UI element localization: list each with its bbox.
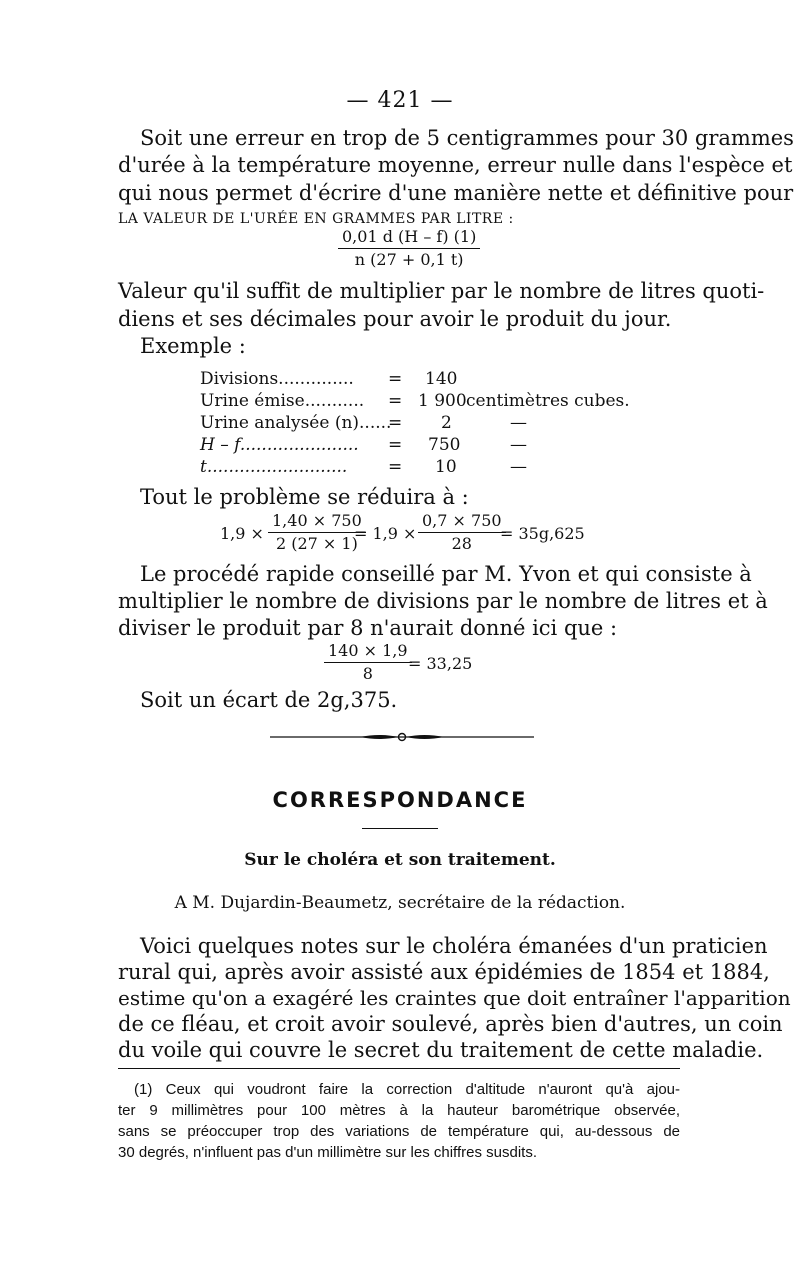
ornament-divider [270, 730, 534, 744]
formula2-mid: = 1,9 × [354, 524, 417, 543]
footnote-line2: ter 9 millimètres pour 100 mètres à la hauteur barométrique observée, [118, 1102, 680, 1119]
example-row-value: 140 [425, 369, 458, 389]
formula3-result: = 33,25 [408, 654, 473, 673]
example-row-unit: — [510, 435, 527, 455]
example-row-value: 750 [428, 435, 461, 455]
example-row-eq: = [388, 369, 403, 389]
example-row-value: 1 900 [418, 391, 467, 411]
formula3-fraction [324, 642, 412, 683]
formula2-prefix: 1,9 × [220, 524, 264, 543]
paragraph4-line1: Voici quelques notes sur le choléra émanées d'un praticien [140, 934, 768, 958]
footnote-line4: 30 degrés, n'influent pas d'un millimètre sur les chiffres susdits. [118, 1144, 537, 1161]
paragraph4-line3: estime qu'on a exagéré les craintes que doit entraîner l'apparition [118, 986, 791, 1010]
example-row-eq: = [388, 457, 403, 477]
paragraph2-line2: diens et ses décimales pour avoir le produit du jour. [118, 307, 672, 331]
formula2-fraction2-numerator: 0,7 × 750 [418, 512, 506, 533]
example-row-value: 2 [441, 413, 452, 433]
paragraph3-line1: Le procédé rapide conseillé par M. Yvon et qui consiste à [140, 562, 752, 586]
example-row-unit: centimètres cubes. [466, 391, 630, 411]
title-underline [362, 828, 438, 829]
example-label: Exemple : [140, 334, 246, 358]
subtitle: Sur le choléra et son traitement. [244, 850, 556, 870]
formula2-result: = 35g,625 [500, 524, 585, 543]
formula2-fraction1-numerator: 1,40 × 750 [268, 512, 366, 533]
example-row-unit: — [510, 457, 527, 477]
page-number: — 421 — [346, 88, 454, 113]
formula-urea [338, 228, 480, 269]
footnote-separator [118, 1068, 680, 1069]
example-row-unit: — [510, 413, 527, 433]
paragraph3-line3: diviser le produit par 8 n'aurait donné ici que : [118, 616, 618, 640]
formula-urea-denominator: n (27 + 0,1 t) [354, 250, 464, 269]
formula3-denominator: 8 [362, 664, 373, 683]
footnote-line3: sans se préoccuper trop des variations de température qui, au-dessous de [118, 1123, 680, 1140]
paragraph4-line5: du voile qui couvre le secret du traitement de cette maladie. [118, 1038, 764, 1062]
paragraph4-line2: rural qui, après avoir assisté aux épidémies de 1854 et 1884, [118, 960, 770, 984]
paragraph1-line2: d'urée à la température moyenne, erreur nulle dans l'espèce et [118, 153, 793, 177]
formula-urea-numerator: 0,01 d (H – f) (1) [338, 228, 480, 249]
paragraph1-line3: qui nous permet d'écrire d'une manière nette et définitive pour [118, 181, 794, 205]
addressee: A M. Dujardin-Beaumetz, secrétaire de la rédaction. [174, 893, 626, 913]
example-row-eq: = [388, 391, 403, 411]
footnote-line1: (1) Ceux qui voudront faire la correction d'altitude n'auront qu'à ajou- [134, 1081, 680, 1098]
example-row-label: Urine analysée (n)...... [200, 413, 392, 433]
example-row-label: t.......................... [200, 457, 348, 477]
formula2-fraction2-denominator: 28 [451, 534, 472, 553]
ecart-line: Soit un écart de 2g,375. [140, 688, 398, 712]
example-row-eq: = [388, 413, 403, 433]
paragraph3-line2: multiplier le nombre de divisions par le nombre de litres et à [118, 589, 768, 613]
formula3-numerator: 140 × 1,9 [324, 642, 412, 663]
paragraph2-line1: Valeur qu'il suffit de multiplier par le nombre de litres quoti- [118, 279, 765, 303]
section-title: CORRESPONDANCE [272, 788, 528, 812]
formula2-fraction2 [418, 512, 506, 553]
example-row-label: H – f...................... [200, 435, 359, 455]
paragraph1-line4: LA VALEUR DE L'URÉE EN GRAMMES PAR LITRE : [118, 211, 514, 227]
example-row-value: 10 [435, 457, 457, 477]
formula2-fraction1-denominator: 2 (27 × 1) [275, 534, 358, 553]
problem-intro: Tout le problème se réduira à : [140, 485, 469, 509]
example-row-label: Urine émise........... [200, 391, 365, 411]
paragraph4-line4: de ce fléau, et croit avoir soulevé, après bien d'autres, un coin [118, 1012, 783, 1036]
example-row-eq: = [388, 435, 403, 455]
paragraph1-line1: Soit une erreur en trop de 5 centigrammes pour 30 grammes [140, 126, 794, 150]
formula2-fraction1 [268, 512, 366, 553]
example-row-label: Divisions.............. [200, 369, 354, 389]
